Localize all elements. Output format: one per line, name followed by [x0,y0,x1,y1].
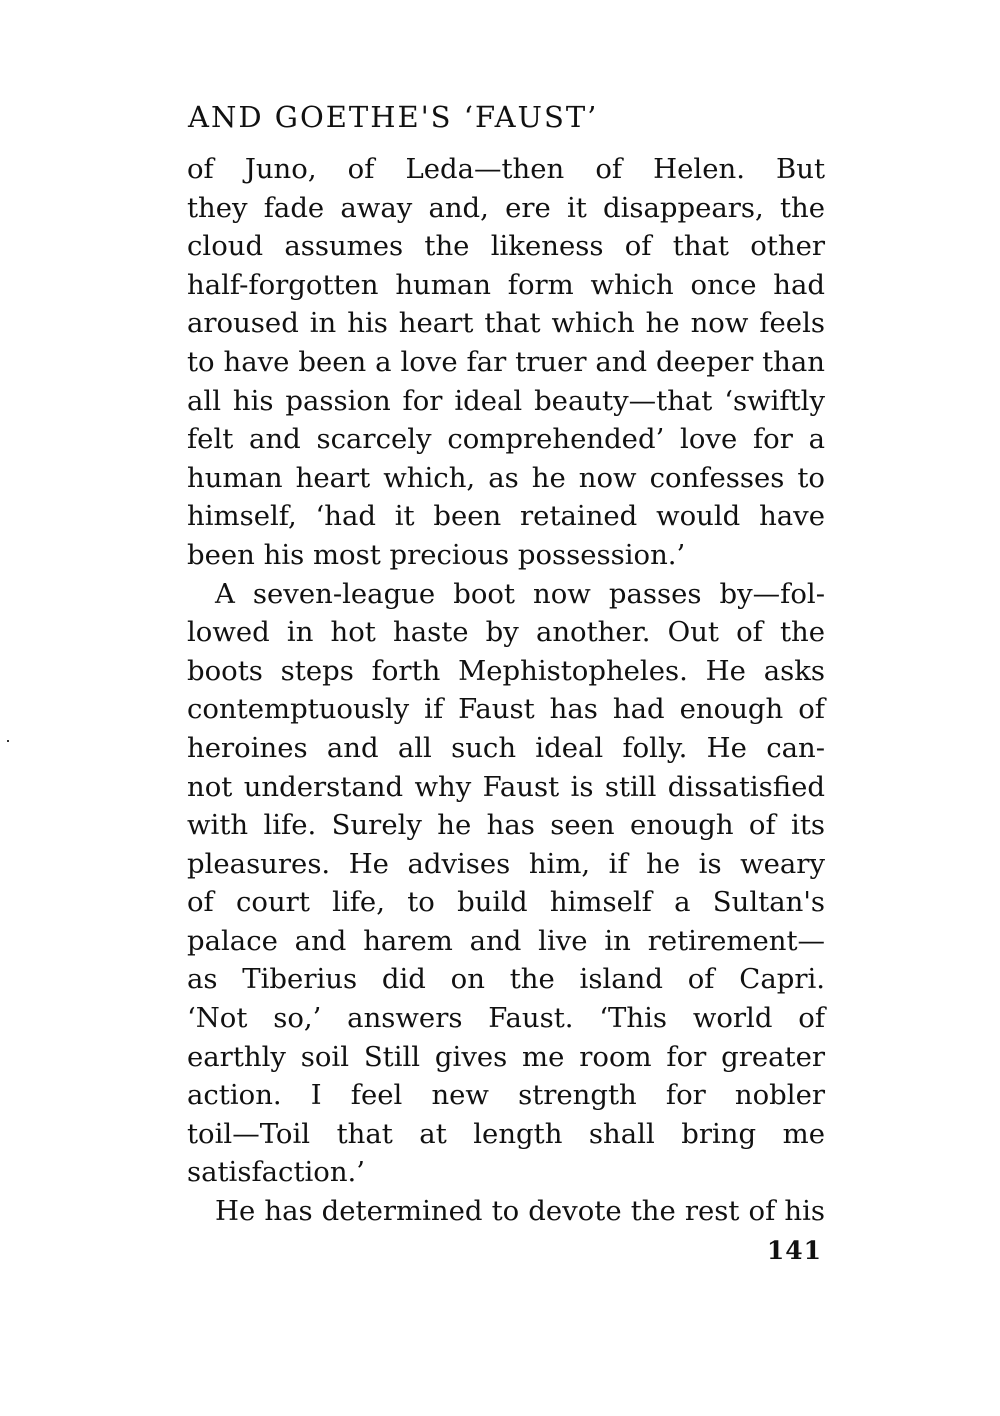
text-line: as Tiberius did on the island of Capri. [187,963,825,996]
text-line: with life. Surely he has seen enough of its [187,809,825,842]
text-line: satisfaction.’ [187,1156,366,1189]
text-line: A seven-league boot now passes by—fol- [215,577,825,610]
text-line: aroused in his heart that which he now feels [187,307,825,340]
text-line: of Juno, of Leda—then of Helen. But [187,153,825,185]
paragraph [187,1192,825,1231]
paragraph [187,575,825,1193]
text-line: lowed in hot haste by another. Out of the [187,616,825,649]
text-line: of court life, to build himself a Sultan's [187,886,825,919]
scan-speck [7,740,9,742]
text-line: cloud assumes the likeness of that other [187,230,825,263]
text-line: to have been a love far truer and deeper than [187,345,825,378]
text-line: action. I feel new strength for nobler [187,1079,825,1112]
body-text [187,150,825,1231]
text-line: himself, ‘had it been retained would have [187,500,825,533]
text-line: He has determined to devote the rest of his [215,1195,825,1228]
page-number: 141 [766,1236,822,1265]
paragraph [187,150,825,575]
text-line: half-forgotten human form which once had [187,268,825,301]
text-line: boots steps forth Mephistopheles. He asks [187,654,825,687]
text-line: felt and scarcely comprehended’ love for a [187,423,825,456]
text-line: they fade away and, ere it disappears, the [187,191,825,224]
text-line: pleasures. He advises him, if he is weary [187,847,825,880]
text-line: not understand why Faust is still dissatisfied [187,770,825,803]
text-line: heroines and all such ideal folly. He can- [187,731,825,764]
text-line: ‘Not so,’ answers Faust. ‘This world of [187,1002,825,1035]
text-line: been his most precious possession.’ [187,538,686,571]
text-line: toil—Toil that at length shall bring me [187,1117,825,1150]
running-head: AND GOETHE'S ‘FAUST’ [188,100,599,134]
text-line: earthly soil Still gives me room for greater [187,1040,825,1073]
text-line: human heart which, as he now confesses to [187,461,825,494]
text-line: all his passion for ideal beauty—that ‘swiftly [187,384,825,417]
text-line: palace and harem and live in retirement— [187,924,825,957]
text-line: contemptuously if Faust has had enough of [187,693,825,726]
